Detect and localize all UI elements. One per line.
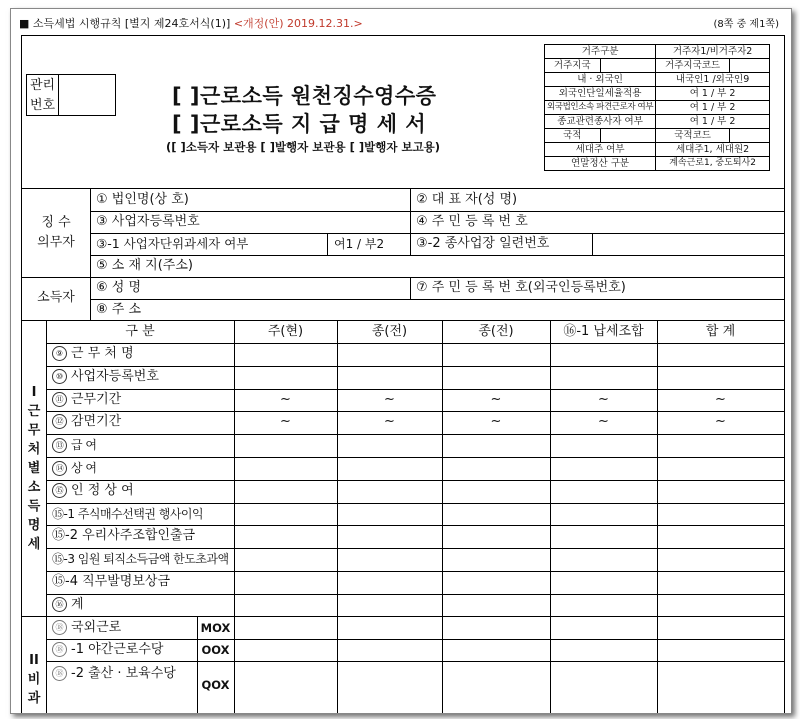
row-number: ⑮	[52, 483, 67, 498]
section-label-char: 명	[27, 518, 41, 533]
withholder-label-2: 의무자	[37, 235, 75, 250]
info-value[interactable]: 세대주1, 세대원2	[656, 143, 770, 157]
earner-address-field[interactable]: ⑧ 주 소	[96, 302, 142, 317]
income-label: 근 무 처 명	[71, 346, 134, 361]
info-value[interactable]: 내국인1 /외국인9	[656, 73, 770, 87]
section-label-char: II	[29, 653, 39, 668]
info-label: 연말정산 구분	[545, 157, 656, 171]
period-tilde[interactable]: ~	[490, 414, 502, 430]
info-value[interactable]: 계속근로1, 중도퇴사2	[656, 157, 770, 171]
info-value[interactable]: 거주자1/비거주자2	[656, 45, 770, 59]
period-tilde[interactable]: ~	[598, 414, 609, 430]
period-tilde[interactable]: ~	[384, 414, 395, 430]
business-reg-field[interactable]: ③ 사업자등록번호	[96, 214, 200, 229]
income-by-workplace-table	[21, 321, 785, 617]
section-label-char: I	[31, 385, 37, 400]
row-number: ⑪	[52, 392, 67, 407]
income-section-label	[22, 383, 46, 554]
row-number: ⑫	[52, 414, 67, 429]
period-tilde[interactable]: ~	[280, 414, 291, 430]
info-value[interactable]	[600, 59, 656, 73]
row-number: ⑱	[52, 642, 67, 657]
corp-name-field[interactable]: ① 법인명(상 호)	[96, 192, 189, 207]
income-row-label	[52, 549, 229, 569]
withholder-label-1: 징 수	[41, 215, 71, 230]
income-label: ⑮-2 우리사주조합인출금	[52, 528, 196, 544]
nontax-label: -1 야간근로수당	[71, 642, 164, 657]
row-number: ⑱	[52, 620, 67, 635]
nontax-code: QOX	[201, 678, 230, 692]
info-label: 국적	[545, 129, 601, 143]
header-total: 합 계	[705, 324, 736, 339]
representative-field[interactable]: ② 대 표 자(성 명)	[416, 192, 518, 207]
withholder-section-label	[22, 213, 90, 253]
nontax-code: MOX	[200, 621, 231, 635]
income-row-label	[52, 526, 195, 546]
nontax-label: -2 출산 · 보육수당	[71, 666, 176, 681]
income-label: 인 정 상 여	[71, 482, 134, 498]
form-page	[10, 8, 792, 714]
management-number-box	[26, 74, 116, 116]
form-reference: ■ 소득세법 시행규칙 [별지 제24호서식(1)]	[19, 17, 231, 30]
info-value[interactable]	[730, 59, 770, 73]
row-number: ⑯	[52, 597, 67, 612]
info-value[interactable]: 여 1 / 부 2	[656, 115, 770, 129]
copy-type-line: ([ ]소득자 보관용 [ ]발행자 보관용 [ ]발행자 보고용)	[166, 140, 441, 154]
non-taxable-table	[21, 617, 785, 714]
nontax-row	[52, 640, 163, 660]
revision-note: <개정(안) 2019.12.31.>	[233, 17, 363, 30]
party-section	[21, 189, 785, 321]
income-label: ⑮-1 주식매수선택권 행사이익	[52, 506, 204, 521]
income-label: 상 여	[71, 461, 97, 475]
nontax-row	[52, 618, 121, 638]
nontax-code: OOX	[201, 643, 230, 657]
info-value[interactable]	[730, 129, 770, 143]
section-label-char: 무	[27, 423, 41, 438]
period-tilde[interactable]: ~	[715, 414, 726, 430]
form-header-line	[19, 15, 779, 31]
period-tilde[interactable]: ~	[598, 391, 609, 407]
info-label: 세대주 여부	[545, 143, 656, 157]
info-value[interactable]: 여 1 / 부 2	[656, 87, 770, 101]
row-number: ⑨	[52, 346, 67, 361]
residency-info-table	[544, 44, 770, 171]
section-label-char: 별	[27, 461, 41, 476]
row-number: ⑱	[52, 666, 67, 681]
income-label: ⑮-3 임원 퇴직소득금액 한도초과액	[52, 552, 229, 567]
income-row-label	[52, 504, 203, 524]
income-label: 근무기간	[71, 391, 122, 407]
page-info: (8쪽 중 제1쪽)	[713, 19, 779, 30]
income-label: 사업자등록번호	[71, 368, 159, 384]
income-label: 급 여	[71, 438, 97, 453]
address-field[interactable]: ⑤ 소 재 지(주소)	[96, 258, 193, 273]
income-label: ⑮-4 직무발명보상금	[52, 574, 171, 589]
income-row-label	[52, 390, 121, 410]
income-row-label	[52, 344, 134, 364]
income-row-label	[52, 481, 134, 501]
section-label-char: 과	[27, 691, 41, 706]
header-current: 주(현)	[267, 324, 304, 339]
title-box	[21, 35, 785, 189]
header-tax-union: ⑯-1 납세조합	[563, 324, 644, 339]
header-previous-1: 종(전)	[371, 324, 408, 339]
info-label: 국적코드	[656, 129, 730, 143]
section-label-char: 세	[27, 537, 41, 552]
resident-number-field[interactable]: ④ 주 민 등 록 번 호	[416, 214, 528, 229]
period-tilde[interactable]: ~	[384, 391, 395, 407]
info-label: 종교관련종사자 여부	[545, 115, 656, 129]
info-label: 거주지국	[545, 59, 601, 73]
unit-taxation-value[interactable]: 여1 / 부2	[334, 237, 385, 251]
income-row-label	[52, 572, 170, 592]
row-number: ⑬	[52, 438, 67, 453]
income-row-label	[52, 595, 84, 615]
info-label: 내 · 외국인	[545, 73, 656, 87]
section-label-char: 처	[27, 442, 41, 457]
info-label: 거주지국코드	[656, 59, 730, 73]
nontax-row	[52, 664, 197, 684]
row-number: ⑭	[52, 461, 67, 476]
management-label-line2: 번호	[29, 98, 56, 113]
management-number-label	[27, 75, 59, 115]
header-previous-2: 종(전)	[478, 324, 514, 339]
income-label: 감면기간	[71, 414, 122, 430]
management-label-line1: 관리	[29, 78, 56, 93]
nontax-label: 국외근로	[71, 620, 122, 635]
unit-taxation-field[interactable]: ③-1 사업자단위과세자 여부	[96, 236, 249, 251]
income-label: 계	[71, 596, 84, 612]
info-value[interactable]: 여 1 / 부 2	[656, 101, 770, 115]
income-row-label	[52, 367, 159, 387]
earner-section-label: 소득자	[37, 290, 75, 305]
info-label: 외국인단일세율적용	[545, 87, 656, 101]
sub-workplace-field[interactable]: ③-2 종사업장 일련번호	[416, 236, 550, 251]
title-line-1: [ ]근로소득 원천징수영수증	[172, 84, 437, 108]
income-row-label	[52, 458, 97, 478]
section-label-char: 비	[27, 672, 41, 687]
period-tilde[interactable]: ~	[280, 391, 291, 407]
income-row-label	[52, 412, 121, 432]
section-label-char: 소	[27, 480, 41, 495]
info-label: 거주구분	[545, 45, 656, 59]
period-tilde[interactable]: ~	[715, 391, 726, 407]
row-number: ⑩	[52, 369, 67, 384]
info-label: 외국법인소속 파견근로자 여부	[545, 101, 656, 115]
earner-name-field[interactable]: ⑥ 성 명	[96, 280, 142, 295]
section-label-char: 득	[27, 499, 41, 514]
section-label-char: 근	[27, 404, 41, 419]
non-taxable-section-label	[22, 651, 46, 708]
info-value[interactable]	[600, 129, 656, 143]
management-number-input[interactable]	[59, 75, 115, 115]
header-category: 구 분	[125, 324, 155, 339]
earner-resident-number-field[interactable]: ⑦ 주 민 등 록 번 호(외국인등록번호)	[416, 280, 626, 295]
title-line-2: [ ]근로소득 지 급 명 세 서	[172, 112, 427, 136]
income-row-label	[52, 435, 97, 455]
period-tilde[interactable]: ~	[490, 391, 502, 407]
